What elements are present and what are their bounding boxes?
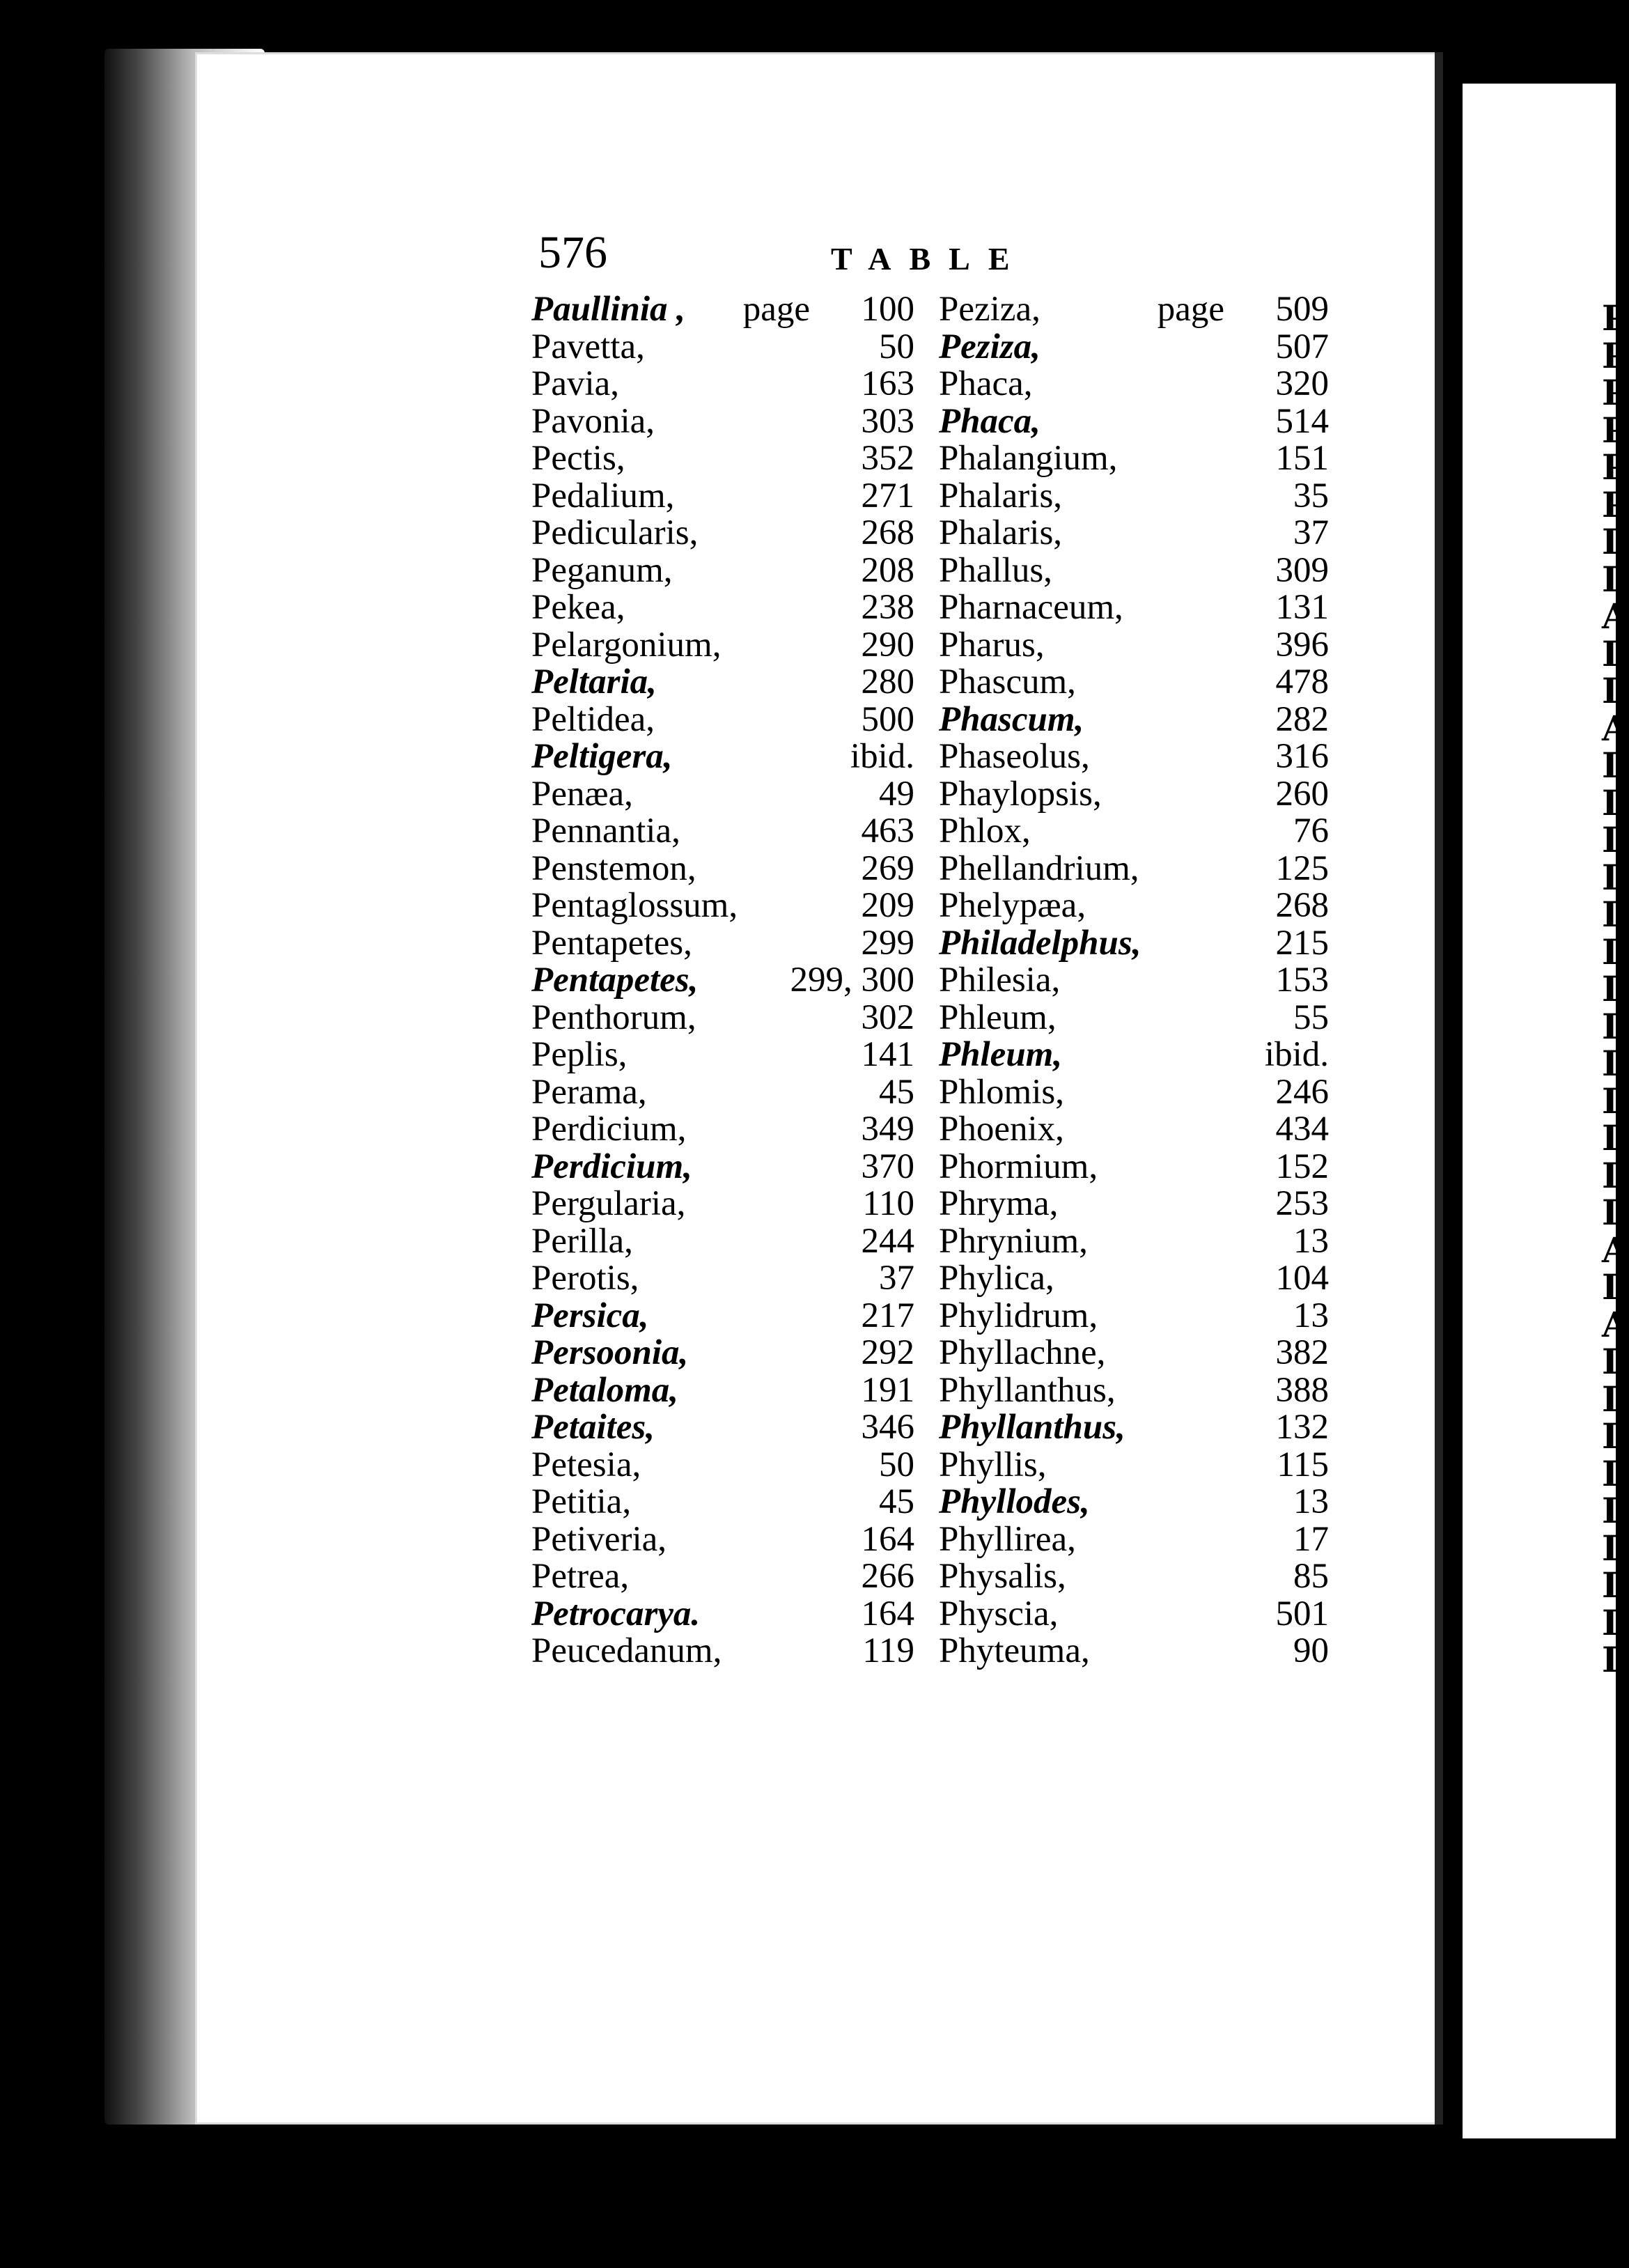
- entry-name: Phalangium,: [939, 439, 1118, 478]
- entry-page-number: 514: [1275, 401, 1329, 441]
- index-entry: [531, 962, 914, 1000]
- entry-name: Pectis,: [531, 439, 625, 478]
- index-entry: [531, 664, 914, 701]
- entry-name: Paullinia ,: [531, 290, 686, 329]
- entry-page-number: 316: [1275, 737, 1329, 776]
- entry-name: Phormium,: [939, 1147, 1098, 1186]
- entry-name: Phyllirea,: [939, 1519, 1076, 1559]
- index-entry: [531, 440, 914, 478]
- index-entry: [531, 552, 914, 590]
- entry-page-number: 352: [861, 439, 914, 478]
- margin-letter: I: [1602, 1490, 1619, 1531]
- entry-page-number: 45: [879, 1482, 914, 1521]
- index-entry: [939, 440, 1329, 478]
- index-entry: [939, 1260, 1329, 1298]
- entry-page-number: 303: [861, 401, 914, 441]
- entry-name: Peganum,: [531, 550, 673, 590]
- index-entry: [531, 291, 914, 329]
- entry-page-number: 115: [1277, 1445, 1329, 1484]
- entry-name: Philadelphus,: [939, 923, 1141, 963]
- entry-page-number: 238: [861, 588, 914, 627]
- margin-letter: A: [1602, 707, 1629, 749]
- margin-letter: I: [1602, 1564, 1619, 1606]
- margin-letter: P: [1602, 409, 1628, 451]
- entry-page-number: 370: [861, 1147, 914, 1186]
- index-entry: [531, 1298, 914, 1335]
- entry-page-number: 151: [1275, 439, 1329, 478]
- index-entry: [939, 813, 1329, 850]
- index-entry: [939, 403, 1329, 441]
- entry-name: Petesia,: [531, 1445, 641, 1484]
- index-entry: [939, 1521, 1329, 1559]
- margin-letter: A: [1602, 1303, 1629, 1345]
- margin-letter: P: [1602, 446, 1628, 488]
- entry-name: Phaseolus,: [939, 737, 1090, 776]
- entry-page-number: 90: [1293, 1631, 1329, 1670]
- index-entry: [939, 1036, 1329, 1074]
- entry-page-number: 280: [861, 662, 914, 701]
- index-entry: [939, 1298, 1329, 1335]
- entry-name: Phylica,: [939, 1259, 1054, 1298]
- index-entry: [939, 997, 1329, 1037]
- entry-page-number: 208: [861, 550, 914, 590]
- page-prefix: page: [742, 290, 810, 329]
- margin-letter: I: [1602, 632, 1619, 674]
- entry-page-number: ibid.: [1264, 1035, 1329, 1074]
- index-entry: [939, 329, 1329, 366]
- index-entry: [531, 1186, 914, 1223]
- entry-name: Petaites,: [531, 1408, 655, 1447]
- index-entry: [531, 925, 914, 963]
- margin-letter: I: [1602, 1527, 1619, 1569]
- index-entry: [531, 1372, 914, 1410]
- margin-letter: I: [1602, 1154, 1619, 1196]
- entry-name: Phalaris,: [939, 513, 1063, 552]
- entry-name: Petrea,: [531, 1557, 630, 1596]
- margin-letter: I: [1602, 670, 1619, 711]
- entry-page-number: 509: [1275, 290, 1329, 329]
- page-prefix: page: [1157, 290, 1224, 329]
- entry-page-number: 164: [861, 1519, 914, 1559]
- entry-name: Phyllanthus,: [939, 1370, 1116, 1410]
- entry-page-number: 45: [879, 1072, 914, 1112]
- index-entry: [939, 1372, 1329, 1410]
- index-entry: [531, 403, 914, 441]
- entry-page-number: 299: [861, 923, 914, 963]
- index-entry: [939, 850, 1329, 888]
- entry-page-number: 346: [861, 1408, 914, 1447]
- index-entry: [939, 589, 1329, 627]
- entry-page-number: 119: [862, 1631, 914, 1670]
- index-entry: [939, 1111, 1329, 1149]
- index-entry: [939, 1186, 1329, 1223]
- index-entry: [939, 1335, 1329, 1372]
- margin-letter: I: [1602, 1639, 1619, 1680]
- index-entry: [531, 1596, 914, 1633]
- index-entry: [939, 1447, 1329, 1484]
- entry-page-number: 388: [1275, 1370, 1329, 1410]
- entry-page-number: 268: [861, 513, 914, 552]
- entry-page-number: 55: [1293, 997, 1329, 1037]
- index-entry: [939, 1633, 1329, 1670]
- index-entry: [531, 1484, 914, 1521]
- entry-name: Phlox,: [939, 811, 1031, 850]
- index-entry: [531, 1149, 914, 1186]
- index-entry: [531, 478, 914, 515]
- index-entry: [939, 1484, 1329, 1521]
- entry-page-number: 13: [1293, 1296, 1329, 1335]
- entry-name: Peucedanum,: [531, 1631, 722, 1670]
- entry-page-number: 49: [879, 774, 914, 814]
- entry-page-number: 13: [1293, 1221, 1329, 1261]
- entry-name: Phascum,: [939, 662, 1076, 701]
- margin-letter: P: [1602, 372, 1628, 413]
- entry-page-number: 507: [1275, 327, 1329, 366]
- entry-page-number: 125: [1275, 848, 1329, 888]
- entry-name: Pennantia,: [531, 811, 680, 850]
- entry-name: Penæa,: [531, 774, 633, 814]
- index-entry: [939, 925, 1329, 963]
- entry-page-number: 76: [1293, 811, 1329, 850]
- entry-name: Pekea,: [531, 588, 625, 627]
- entry-name: Phleum,: [939, 997, 1057, 1037]
- entry-name: Pedicularis,: [531, 513, 699, 552]
- margin-letter: I: [1602, 931, 1619, 972]
- index-entry: [939, 962, 1329, 1000]
- entry-page-number: 349: [861, 1110, 914, 1149]
- entry-name: Peziza,: [939, 290, 1040, 329]
- margin-letter: I: [1602, 1043, 1619, 1084]
- entry-name: Petitia,: [531, 1482, 632, 1521]
- entry-name: Peplis,: [531, 1035, 628, 1074]
- entry-name: Petiveria,: [531, 1519, 667, 1559]
- entry-page-number: 13: [1293, 1482, 1329, 1521]
- entry-name: Phellandrium,: [939, 848, 1139, 888]
- entry-name: Pergularia,: [531, 1184, 686, 1223]
- entry-name: Peltidea,: [531, 699, 655, 739]
- page-number: 576: [538, 227, 607, 278]
- index-entry: [531, 701, 914, 739]
- entry-name: Petaloma,: [531, 1370, 679, 1410]
- index-entry: [531, 776, 914, 814]
- index-entry: [939, 887, 1329, 925]
- entry-name: Philesia,: [939, 961, 1061, 1000]
- margin-letter: I: [1602, 1266, 1619, 1307]
- entry-name: Penstemon,: [531, 848, 696, 888]
- index-entry: [939, 552, 1329, 590]
- index-entry: [939, 291, 1329, 329]
- index-entry: [531, 1036, 914, 1074]
- entry-page-number: 500: [861, 699, 914, 739]
- entry-page-number: 37: [879, 1259, 914, 1298]
- entry-name: Phoenix,: [939, 1110, 1064, 1149]
- index-entry: [531, 1558, 914, 1596]
- index-entry: [531, 1074, 914, 1112]
- entry-page-number: 269: [861, 848, 914, 888]
- entry-name: Phyllis,: [939, 1445, 1047, 1484]
- entry-page-number: 50: [879, 1445, 914, 1484]
- entry-name: Phylidrum,: [939, 1296, 1098, 1335]
- entry-page-number: 37: [1293, 513, 1329, 552]
- entry-name: Pharus,: [939, 625, 1045, 665]
- index-entry: [939, 366, 1329, 403]
- index-entry: [939, 1409, 1329, 1447]
- entry-name: Phaca,: [939, 364, 1033, 403]
- margin-letter: I: [1602, 1005, 1619, 1047]
- right-column: [939, 291, 1329, 1670]
- entry-name: Phyllanthus,: [939, 1408, 1125, 1447]
- margin-letter: I: [1602, 1415, 1619, 1457]
- margin-letter: P: [1602, 334, 1628, 376]
- entry-page-number: 141: [861, 1035, 914, 1074]
- index-entry: [531, 1447, 914, 1484]
- index-entry: [531, 589, 914, 627]
- index-entry: [939, 1223, 1329, 1261]
- entry-page-number: 463: [861, 811, 914, 850]
- entry-name: Phaylopsis,: [939, 774, 1102, 814]
- entry-page-number: 292: [861, 1333, 914, 1372]
- entry-page-number: 299, 300: [790, 961, 914, 1000]
- entry-name: Phascum,: [939, 699, 1084, 739]
- margin-letter: I: [1602, 1452, 1619, 1494]
- entry-page-number: 271: [861, 476, 914, 515]
- entry-page-number: 268: [1275, 886, 1329, 925]
- margin-letter: P: [1602, 297, 1628, 339]
- entry-name: Peziza,: [939, 327, 1040, 366]
- entry-name: Pavetta,: [531, 327, 645, 366]
- entry-name: Phelypæa,: [939, 886, 1086, 925]
- margin-letter: I: [1602, 1192, 1619, 1233]
- entry-page-number: 104: [1275, 1259, 1329, 1298]
- running-title: TABLE: [831, 241, 1028, 277]
- entry-page-number: 478: [1275, 662, 1329, 701]
- entry-page-number: 253: [1275, 1184, 1329, 1223]
- margin-letter: I: [1602, 894, 1619, 935]
- page-fold-shadow: [1435, 52, 1443, 2125]
- entry-name: Phryma,: [939, 1184, 1059, 1223]
- index-entry: [531, 850, 914, 888]
- entry-page-number: 152: [1275, 1147, 1329, 1186]
- index-entry: [939, 1149, 1329, 1186]
- next-page-margin-letters: [1602, 297, 1629, 1680]
- entry-page-number: 246: [1275, 1072, 1329, 1112]
- index-entry: [531, 515, 914, 552]
- entry-page-number: 164: [861, 1594, 914, 1633]
- entry-page-number: 501: [1275, 1594, 1329, 1633]
- entry-page-number: ibid.: [850, 737, 914, 776]
- margin-letter: I: [1602, 968, 1619, 1009]
- margin-letter: I: [1602, 782, 1619, 823]
- entry-page-number: 382: [1275, 1333, 1329, 1372]
- index-entry: [531, 1521, 914, 1559]
- index-entry: [531, 887, 914, 925]
- margin-letter: P: [1602, 483, 1628, 525]
- margin-letter: I: [1602, 745, 1619, 786]
- entry-page-number: 209: [861, 886, 914, 925]
- index-entry: [531, 1335, 914, 1372]
- entry-page-number: 282: [1275, 699, 1329, 739]
- index-entry: [531, 738, 914, 776]
- entry-page-number: 131: [1275, 588, 1329, 627]
- margin-letter: I: [1602, 1378, 1619, 1420]
- index-entry: [939, 478, 1329, 515]
- entry-name: Pentaglossum,: [531, 886, 738, 925]
- index-entry: [939, 1558, 1329, 1596]
- entry-name: Pavia,: [531, 364, 620, 403]
- next-page: [1463, 84, 1629, 2138]
- entry-name: Pharnaceum,: [939, 588, 1123, 627]
- index-entry: [531, 813, 914, 850]
- entry-page-number: 290: [861, 625, 914, 665]
- entry-page-number: 260: [1275, 774, 1329, 814]
- margin-letter: I: [1602, 1117, 1619, 1158]
- entry-page-number: 100: [861, 290, 914, 329]
- index-entry: [939, 738, 1329, 776]
- margin-letter: I: [1602, 1341, 1619, 1382]
- index-entry: [531, 997, 914, 1037]
- entry-name: Pedalium,: [531, 476, 675, 515]
- entry-page-number: 309: [1275, 550, 1329, 590]
- entry-page-number: 396: [1275, 625, 1329, 665]
- entry-page-number: 217: [861, 1296, 914, 1335]
- entry-name: Phlomis,: [939, 1072, 1064, 1112]
- entry-page-number: 35: [1293, 476, 1329, 515]
- entry-page-number: 17: [1293, 1519, 1329, 1559]
- entry-page-number: 110: [862, 1184, 914, 1223]
- entry-name: Physcia,: [939, 1594, 1059, 1633]
- entry-page-number: 50: [879, 327, 914, 366]
- entry-name: Phleum,: [939, 1035, 1063, 1074]
- entry-name: Phyllodes,: [939, 1482, 1090, 1521]
- margin-letter: I: [1602, 558, 1619, 600]
- entry-name: Perotis,: [531, 1259, 639, 1298]
- entry-page-number: 215: [1275, 923, 1329, 963]
- entry-name: Peltaria,: [531, 662, 657, 701]
- entry-name: Phallus,: [939, 550, 1052, 590]
- entry-page-number: 266: [861, 1557, 914, 1596]
- entry-name: Pelargonium,: [531, 625, 722, 665]
- entry-name: Petrocarya.: [531, 1594, 701, 1633]
- index-entry: [531, 329, 914, 366]
- entry-page-number: 302: [861, 997, 914, 1037]
- entry-name: Persoonia,: [531, 1333, 689, 1372]
- entry-name: Phrynium,: [939, 1221, 1088, 1261]
- entry-name: Phyteuma,: [939, 1631, 1090, 1670]
- entry-name: Phyllachne,: [939, 1333, 1106, 1372]
- margin-letter: A: [1602, 596, 1629, 637]
- entry-name: Penthorum,: [531, 997, 696, 1037]
- entry-name: Physalis,: [939, 1557, 1066, 1596]
- entry-name: Phaca,: [939, 401, 1040, 441]
- entry-page-number: 244: [861, 1221, 914, 1261]
- entry-page-number: 191: [861, 1370, 914, 1410]
- index-entry: [531, 627, 914, 665]
- entry-name: Peltigera,: [531, 737, 673, 776]
- entry-name: Perdicium,: [531, 1110, 687, 1149]
- entry-page-number: 163: [861, 364, 914, 403]
- index-entry: [531, 1409, 914, 1447]
- entry-name: Pentapetes,: [531, 961, 699, 1000]
- entry-page-number: 434: [1275, 1110, 1329, 1149]
- index-entry: [531, 1223, 914, 1261]
- index-entry: [939, 664, 1329, 701]
- entry-name: Pavonia,: [531, 401, 655, 441]
- page-header: [538, 226, 1616, 278]
- entry-name: Persica,: [531, 1296, 649, 1335]
- margin-letter: I: [1602, 819, 1619, 860]
- index-entry: [531, 366, 914, 403]
- entry-name: Perdicium,: [531, 1147, 692, 1186]
- index-entry: [939, 701, 1329, 739]
- index-entry: [939, 1074, 1329, 1112]
- index-entry: [531, 1633, 914, 1670]
- entry-page-number: 85: [1293, 1557, 1329, 1596]
- margin-letter: A: [1602, 1229, 1629, 1271]
- margin-letter: I: [1602, 1080, 1619, 1121]
- margin-letter: I: [1602, 1601, 1619, 1643]
- index-entry: [939, 515, 1329, 552]
- index-entry: [939, 776, 1329, 814]
- left-column: [531, 291, 914, 1670]
- index-entry: [531, 1111, 914, 1149]
- entry-name: Phalaris,: [939, 476, 1063, 515]
- index-entry: [531, 1260, 914, 1298]
- index-entry: [939, 1596, 1329, 1633]
- margin-letter: I: [1602, 521, 1619, 562]
- entry-name: Perilla,: [531, 1221, 633, 1261]
- entry-page-number: 132: [1275, 1408, 1329, 1447]
- entry-page-number: 153: [1275, 961, 1329, 1000]
- entry-page-number: 320: [1275, 364, 1329, 403]
- index-entry: [939, 627, 1329, 665]
- entry-name: Pentapetes,: [531, 923, 692, 963]
- margin-letter: I: [1602, 856, 1619, 898]
- entry-name: Perama,: [531, 1072, 647, 1112]
